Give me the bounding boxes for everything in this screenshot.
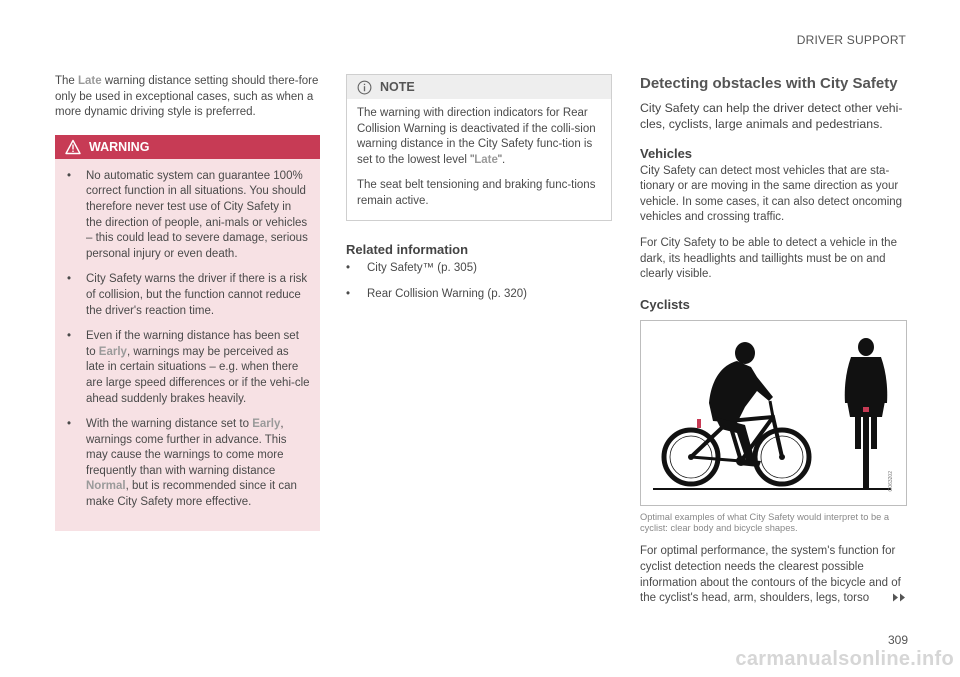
term-late: Late bbox=[474, 153, 498, 166]
watermark: carmanualsonline.info bbox=[735, 648, 954, 670]
term-early: Early bbox=[98, 345, 127, 358]
related-link-city-safety[interactable]: • City Safety™ (p. 305) bbox=[346, 261, 612, 277]
lead-paragraph: City Safety can help the driver detect other vehi-cles, cyclists, large animals and pedestrians. bbox=[640, 101, 903, 131]
cyclists-paragraph: For optimal performance, the system's function for cyclist detection needs the clearest possible information about the contours of the bicycle and of the cyclist's head, arm, shoulders, legs, torso bbox=[640, 545, 901, 605]
column-left bbox=[55, 74, 320, 531]
section-header: DRIVER SUPPORT bbox=[796, 33, 906, 47]
warning-title: WARNING bbox=[89, 139, 150, 154]
continue-arrows-icon bbox=[892, 593, 906, 602]
page-number: 309 bbox=[888, 633, 909, 647]
column-middle bbox=[346, 74, 612, 312]
note-body bbox=[347, 99, 611, 210]
cyclist-figure bbox=[640, 320, 907, 506]
warning-triangle-icon bbox=[65, 139, 81, 155]
note-paragraph: The warning with direction indicators for Rear Collision Warning is deactivated if the colli-sion warning distance in the City Safety func-tion is set to the lowest level "Late". bbox=[357, 107, 596, 166]
vehicles-heading: Vehicles bbox=[640, 146, 693, 161]
section-heading: Detecting obstacles with City Safety bbox=[640, 75, 898, 92]
warning-item: • With the warning distance set to Early, warnings come further in advance. This may cause the warnings to come more frequently than with warning distance Normal, but is recommended since it can make City Safety more effective. bbox=[67, 417, 310, 511]
vehicles-paragraph: For City Safety to be able to detect a vehicle in the dark, its headlights and taillights must be on and clearly visible. bbox=[640, 236, 897, 281]
front-cyclist bbox=[845, 338, 888, 489]
figure-code: G063202 bbox=[888, 470, 895, 492]
cyclists-heading: Cyclists bbox=[640, 296, 690, 312]
warning-box bbox=[55, 135, 320, 531]
note-paragraph: The seat belt tensioning and braking func-tions remain active. bbox=[357, 179, 596, 207]
vehicles-paragraph: City Safety can detect most vehicles that are sta-tionary or are moving in the same direction as your vehicle. In some cases, it can also detect oncoming vehicles and crossing traffic. bbox=[640, 164, 903, 224]
column-right bbox=[640, 74, 907, 617]
figure-caption: Optimal examples of what City Safety would interpret to be a cyclist: clear body and bicycle shapes. bbox=[640, 512, 890, 534]
cyclist-illustration bbox=[641, 321, 906, 505]
term-early: Early bbox=[252, 418, 281, 431]
note-box bbox=[346, 74, 612, 221]
warning-header bbox=[55, 135, 320, 159]
intro-paragraph: The Late warning distance setting should there-fore only be used in exceptional cases, such as when a more dynamic driving style is preferred. bbox=[55, 75, 319, 119]
related-link-rear-collision[interactable]: • Rear Collision Warning (p. 320) bbox=[346, 287, 612, 303]
term-normal: Normal bbox=[86, 480, 126, 493]
warning-item: • No automatic system can guarantee 100% correct function in all situations. You should therefore never test use of City Safety in the direction of people, ani-mals or vehicles – this could lead to severe damage, serious personal injury or even death. bbox=[67, 169, 310, 263]
warning-list bbox=[55, 169, 320, 511]
related-list bbox=[346, 261, 612, 302]
note-header bbox=[347, 75, 611, 99]
term-late: Late bbox=[78, 75, 102, 87]
info-icon bbox=[357, 80, 372, 95]
note-title: NOTE bbox=[380, 80, 415, 94]
warning-item: • City Safety warns the driver if there is a risk of collision, but the function cannot reduce the driver's reaction time. bbox=[67, 272, 310, 319]
warning-item: • Even if the warning distance has been set to Early, warnings may be perceived as late in certain situations – e.g. when there are large speed differences or if the vehi-cle ahead suddenly brakes heavily. bbox=[67, 329, 310, 407]
related-heading: Related information bbox=[346, 241, 469, 257]
